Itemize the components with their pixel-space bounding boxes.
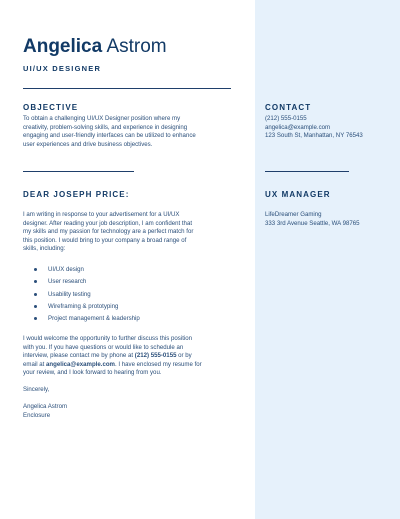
- enclosure-note: Enclosure: [23, 411, 51, 419]
- closing-line: with you. If you have questions or would like to schedule an: [23, 343, 184, 351]
- skill-label: User research: [48, 278, 87, 286]
- bullet-icon: [34, 280, 37, 283]
- skill-item: [34, 315, 140, 327]
- applicant-name: [23, 36, 167, 58]
- objective-heading: OBJECTIVE: [23, 103, 79, 112]
- closing-text: interview, please contact me by phone at: [23, 352, 135, 360]
- closing-paragraph: [23, 335, 202, 378]
- contact-address: 123 South St, Manhattan, NY 76543: [265, 132, 363, 140]
- first-name: Angelica: [23, 36, 103, 57]
- intro-line: this position. I would bring to your company a broad range of: [23, 236, 187, 244]
- objective-line: user experiences and drive business objectives.: [23, 140, 153, 148]
- bullet-icon: [34, 317, 37, 320]
- sidebar-panel: [255, 0, 400, 519]
- closing-text: email at: [23, 360, 47, 368]
- intro-line: I am writing in response to your advertisement for a UI/UX: [23, 211, 180, 218]
- objective-text: [23, 115, 196, 149]
- recipient-details: [265, 211, 360, 228]
- skill-item: [34, 291, 140, 303]
- skill-label: Project management & leadership: [48, 315, 140, 323]
- job-title: UI/UX DESIGNER: [23, 64, 102, 73]
- skill-item: [34, 278, 140, 290]
- bullet-icon: [34, 293, 37, 296]
- recipient-address: 333 3rd Avenue Seattle, WA 98765: [265, 219, 360, 227]
- closing-line: [23, 361, 202, 370]
- contact-details: [265, 115, 363, 141]
- skills-list: [34, 266, 140, 327]
- intro-line: skills, including:: [23, 245, 66, 253]
- phone-emphasis: (212) 555-0155: [134, 352, 177, 360]
- skill-label: Usability testing: [48, 290, 91, 298]
- signature-name: Angelica Astrom: [23, 403, 68, 410]
- signoff: Sincerely,: [23, 386, 50, 393]
- section-divider: [23, 171, 134, 172]
- bullet-icon: [34, 305, 37, 308]
- sidebar-divider: [265, 171, 349, 172]
- contact-heading: CONTACT: [265, 103, 312, 112]
- recipient-heading: UX MANAGER: [265, 190, 331, 199]
- intro-paragraph: [23, 211, 193, 254]
- contact-email: angelica@example.com: [265, 123, 331, 131]
- last-name: Astrom: [106, 36, 167, 57]
- intro-line: designer. After reading your job description, I am confident that: [23, 219, 193, 227]
- closing-line: [23, 352, 202, 361]
- contact-phone: (212) 555-0155: [265, 115, 307, 122]
- bullet-icon: [34, 268, 37, 271]
- closing-text: or by: [176, 352, 192, 360]
- signature-block: [23, 403, 67, 420]
- skill-item: [34, 303, 140, 315]
- email-emphasis: angelica@example.com: [46, 360, 115, 368]
- objective-line: engaging and user-friendly interfaces can be utilized to enhance: [23, 132, 196, 140]
- objective-line: creativity, problem-solving skills, and experience in designing: [23, 123, 188, 131]
- objective-line: To obtain a challenging UI/UX Designer position where my: [23, 115, 181, 122]
- skill-label: Wireframing & prototyping: [48, 302, 119, 310]
- intro-line: my skills and my passion for technology are a perfect match for: [23, 228, 194, 236]
- salutation: DEAR JOSEPH PRICE:: [23, 190, 130, 199]
- closing-line: your review, and I look forward to hearing from you.: [23, 369, 162, 377]
- skill-label: UI/UX design: [48, 266, 84, 273]
- closing-text: . I have enclosed my resume for: [114, 360, 202, 368]
- skill-item: [34, 266, 140, 278]
- closing-line: I would welcome the opportunity to further discuss this position: [23, 335, 193, 342]
- header-divider: [23, 88, 231, 89]
- recipient-company: LifeDreamer Gaming: [265, 211, 322, 218]
